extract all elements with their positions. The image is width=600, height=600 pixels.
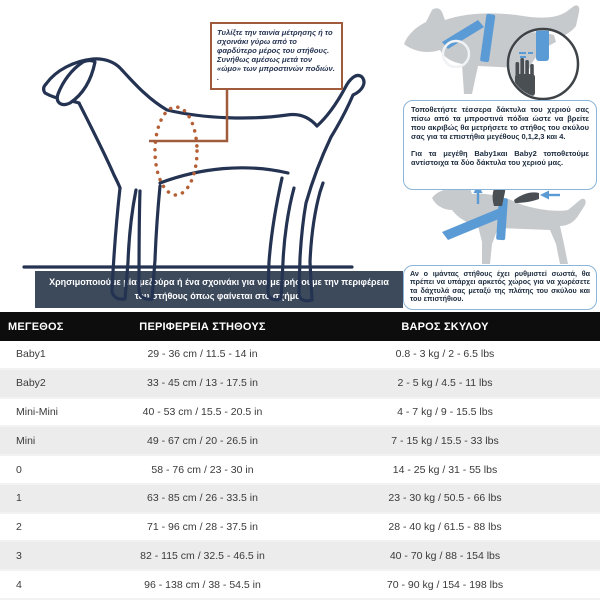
instruction-paragraph: Αν ο ιμάντας στήθους έχει ρυθμιστεί σωστά, θα πρέπει να υπάρχει αρκετός χώρος για να χωρέσετε τα δάχτυλά σας μεταξύ της πλάτης του σκύλου και του επιστήθιου. — [410, 269, 590, 304]
chest-cell: 63 - 85 cm / 26 - 33.5 in — [147, 492, 258, 505]
chest-cell: 82 - 115 cm / 32.5 - 46.5 in — [140, 549, 265, 562]
column-header-size: ΜΕΓΕΘΟΣ — [8, 320, 64, 333]
size-cell: 3 — [16, 549, 22, 562]
magnifier-hand-icon — [502, 28, 578, 99]
measure-callout: Τυλίξτε την ταινία μέτρησης ή το σχοινάκι γύρω από το φαρδύτερο μέρος του στήθους. Συνήθως αμέσως μετά τον «ώμο» των μπροστινών ποδιών. . — [210, 22, 343, 90]
weight-cell: 2 - 5 kg / 4.5 - 11 lbs — [397, 377, 493, 390]
dog-silhouette — [404, 5, 579, 94]
dog-silhouette — [432, 183, 586, 264]
size-table-body — [0, 341, 600, 600]
weight-cell: 23 - 30 kg / 50.5 - 66 lbs — [388, 492, 502, 505]
size-cell: Mini — [16, 434, 36, 447]
callout-connector-line — [149, 89, 227, 141]
weight-cell: 28 - 40 kg / 61.5 - 88 lbs — [388, 521, 502, 534]
weight-cell: 70 - 90 kg / 154 - 198 lbs — [386, 578, 504, 591]
measuring-banner: Χρησιμοποιούμε μία μεζούρα ή ένα σχοινάκι για να μετρήσουμε την περιφέρεια του στήθους όπως φαίνεται στο σχήμα. — [35, 271, 403, 308]
size-table-header — [0, 312, 600, 341]
dog-outline-icon — [24, 59, 364, 301]
instruction-paragraph: Για τα μεγέθη Baby1και Baby2 τοποθετούμε αντίστοιχα τα δύο δάκτυλα του χεριού μας. — [411, 148, 589, 167]
table-row — [0, 341, 600, 370]
size-cell: 1 — [16, 492, 22, 505]
weight-cell: 7 - 15 kg / 15.5 - 33 lbs — [391, 434, 499, 447]
chest-cell: 58 - 76 cm / 23 - 30 in — [151, 463, 254, 476]
harness-straps — [442, 14, 495, 67]
table-row — [0, 370, 600, 399]
hand-icon — [515, 58, 535, 96]
gap-dashes — [519, 52, 533, 58]
weight-cell: 0.8 - 3 kg / 2 - 6.5 lbs — [395, 348, 495, 361]
measuring-tape-dotted-circle-icon — [155, 107, 197, 195]
size-cell: Baby2 — [16, 377, 46, 390]
dog-ear — [57, 61, 95, 105]
harness-fit-check-icon — [428, 182, 600, 266]
dog-harness-icon — [398, 2, 598, 100]
table-row — [0, 485, 600, 514]
chest-cell: 49 - 67 cm / 20 - 26.5 in — [147, 434, 258, 447]
table-row — [0, 427, 600, 456]
weight-cell: 40 - 70 kg / 88 - 154 lbs — [389, 549, 501, 562]
size-cell: 0 — [16, 463, 22, 476]
chest-cell: 71 - 96 cm / 28 - 37.5 in — [147, 521, 258, 534]
harness-straps — [442, 198, 508, 241]
table-row — [0, 542, 600, 571]
column-header-weight: ΒΑΡΟΣ ΣΚΥΛΟΥ — [401, 320, 489, 333]
table-row — [0, 399, 600, 428]
chest-cell: 33 - 45 cm / 13 - 17.5 in — [147, 377, 258, 390]
size-cell: 2 — [16, 521, 22, 534]
instruction-paragraph: Τοποθετήστε τέσσερα δάκτυλα του χεριού σας πίσω από τα μπροστινά πόδια ώστε να βρείτε που ακριβώς θα μετρήσετε το στήθος του σκύλου σας για τα επιστήθια μεγέθους 0,1,2,3 και 4. — [411, 105, 589, 141]
column-header-chest: ΠΕΡΙΦΕΡΕΙΑ ΣΤΗΘΟΥΣ — [139, 320, 266, 333]
strap-fit-instructions — [403, 265, 597, 310]
chest-cell: 40 - 53 cm / 15.5 - 20.5 in — [142, 405, 263, 418]
size-table — [0, 312, 600, 600]
table-row — [0, 571, 600, 600]
table-row — [0, 456, 600, 485]
weight-cell: 14 - 25 kg / 31 - 55 lbs — [392, 463, 498, 476]
chest-cell: 96 - 138 cm / 38 - 54.5 in — [144, 578, 261, 591]
size-cell: 4 — [16, 578, 22, 591]
size-cell: Baby1 — [16, 348, 46, 361]
finger-measure-instructions — [403, 100, 597, 190]
table-row — [0, 514, 600, 543]
size-cell: Mini-Mini — [16, 405, 58, 418]
chest-cell: 29 - 36 cm / 11.5 - 14 in — [147, 348, 258, 361]
weight-cell: 4 - 7 kg / 9 - 15.5 lbs — [397, 405, 493, 418]
arrow-left-icon — [540, 191, 549, 200]
